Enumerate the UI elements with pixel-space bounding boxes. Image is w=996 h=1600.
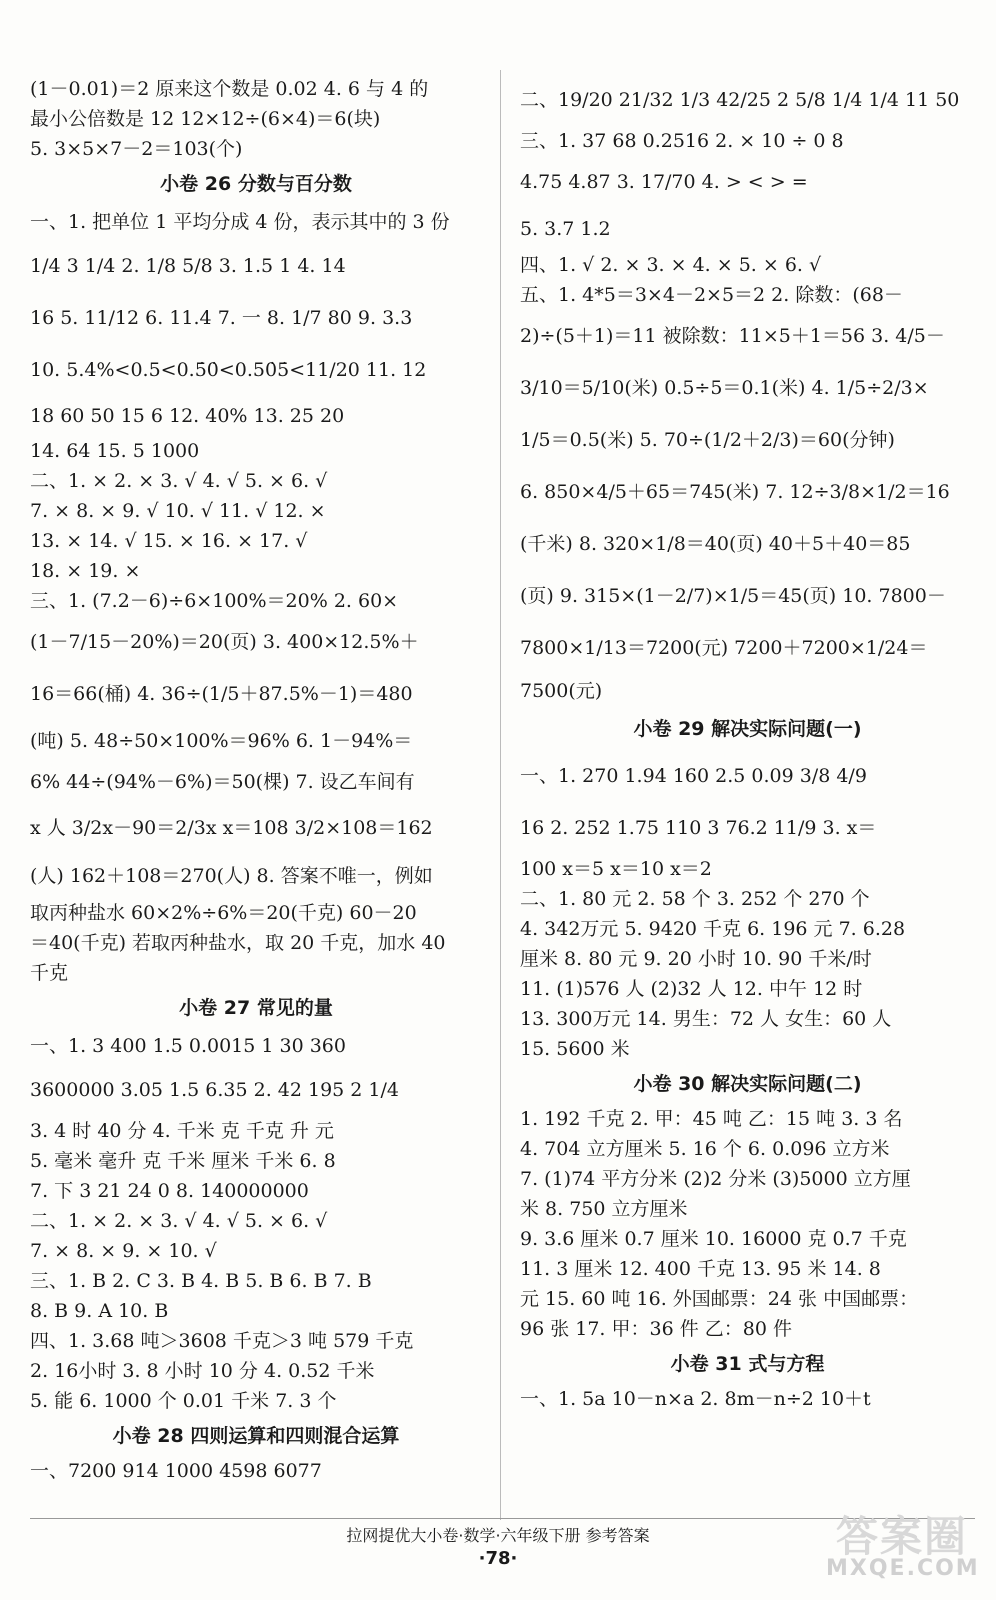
answer-line: 7. × 8. × 9. √ 10. √ 11. √ 12. × <box>30 500 326 522</box>
answer-line: (页) 9. 315×(1－2/7)×1/5＝45(页) 10. 7800－ <box>520 585 946 607</box>
answer-line: 18. × 19. × <box>30 560 141 582</box>
left-column <box>30 74 482 1486</box>
answer-line: (1－7/15－20%)＝20(页) 3. 400×12.5%＋ <box>30 631 419 653</box>
column-divider <box>500 70 501 1520</box>
answer-line: 18 60 50 15 6 12. 40% 13. 25 20 <box>30 405 345 427</box>
answer-line: 4. 342万元 5. 9420 千克 6. 196 元 7. 6.28 <box>520 918 906 940</box>
answer-line: 一、1. 270 1.94 160 2.5 0.09 3/8 4/9 <box>520 765 867 787</box>
answer-line: 3/10＝5/10(米) 0.5÷5＝0.1(米) 4. 1/5÷2/3× <box>520 377 929 399</box>
answer-line: 15. 5600 米 <box>520 1038 630 1060</box>
answer-line: 厘米 8. 80 元 9. 20 小时 10. 90 千米/时 <box>520 948 872 970</box>
answer-line: 5. 3×5×7－2＝103(个) <box>30 138 243 160</box>
answer-line: 一、7200 914 1000 4598 6077 <box>30 1460 322 1482</box>
answer-line: 96 张 17. 甲：36 件 乙：80 件 <box>520 1318 792 1340</box>
answer-line: 4.75 4.87 3. 17/70 4. > < > = <box>520 171 808 193</box>
answer-line: 7. × 8. × 9. × 10. √ <box>30 1240 217 1262</box>
section-heading: 小卷 26 分数与百分数 <box>160 173 352 195</box>
answer-line: 一、1. 5a 10－n×a 2. 8m－n÷2 10＋t <box>520 1388 871 1410</box>
answer-line: 五、1. 4*5＝3×4－2×5＝2 2. 除数：(68－ <box>520 284 903 306</box>
answer-line: 二、1. 80 元 2. 58 个 3. 252 个 270 个 <box>520 888 870 910</box>
answer-line: 1/5＝0.5(米) 5. 70÷(1/2＋2/3)＝60(分钟) <box>520 429 895 451</box>
answer-line: 7. (1)74 平方分米 (2)2 分米 (3)5000 立方厘 <box>520 1168 911 1190</box>
answer-line: 千克 <box>30 962 69 984</box>
section-heading: 小卷 31 式与方程 <box>670 1353 825 1375</box>
answer-line: 三、1. (7.2－6)÷6×100%＝20% 2. 60× <box>30 590 399 612</box>
answer-line: 5. 能 6. 1000 个 0.01 千米 7. 3 个 <box>30 1390 337 1412</box>
answer-line: 7800×1/13＝7200(元) 7200＋7200×1/24＝ <box>520 637 928 659</box>
answer-line: 三、1. B 2. C 3. B 4. B 5. B 6. B 7. B <box>30 1270 372 1292</box>
answer-line: 最小公倍数是 12 12×12÷(6×4)＝6(块) <box>30 108 381 130</box>
answer-line: 11. (1)576 人 (2)32 人 12. 中午 12 时 <box>520 978 863 1000</box>
answer-line: 7500(元) <box>520 680 603 702</box>
answer-line: 8. B 9. A 10. B <box>30 1300 169 1322</box>
answer-line: 16 5. 11/12 6. 11.4 7. 一 8. 1/7 80 9. 3.3 <box>30 307 413 329</box>
answer-line: 米 8. 750 立方厘米 <box>520 1198 688 1220</box>
watermark-bottom-text: MXQE.COM <box>826 1556 980 1581</box>
answer-line: 16＝66(桶) 4. 36÷(1/5＋87.5%－1)＝480 <box>30 683 413 705</box>
answer-line: ＝40(千克) 若取丙种盐水，取 20 千克，加水 40 <box>30 932 446 954</box>
answer-line: x 人 3/2x－90＝2/3x x＝108 3/2×108＝162 <box>30 817 433 839</box>
section-heading: 小卷 28 四则运算和四则混合运算 <box>112 1425 400 1447</box>
answer-line: 二、1. × 2. × 3. √ 4. √ 5. × 6. √ <box>30 470 328 492</box>
answer-line: 四、1. 3.68 吨＞3608 千克＞3 吨 579 千克 <box>30 1330 414 1352</box>
answer-line: 元 15. 60 吨 16. 外国邮票：24 张 中国邮票： <box>520 1288 919 1310</box>
footer-title: 拉网提优大小卷·数学·六年级下册 参考答案 <box>346 1526 650 1545</box>
section-heading: 小卷 29 解决实际问题(一) <box>633 718 862 740</box>
answer-line: (1－0.01)＝2 原来这个数是 0.02 4. 6 与 4 的 <box>30 78 429 100</box>
answer-line: 16 2. 252 1.75 110 3 76.2 11/9 3. x＝ <box>520 817 877 839</box>
answer-line: 二、19/20 21/32 1/3 42/25 2 5/8 1/4 1/4 11 50 <box>520 89 960 111</box>
answer-line: 6. 850×4/5＋65＝745(米) 7. 12÷3/8×1/2＝16 <box>520 481 950 503</box>
answer-line: 3600000 3.05 1.5 6.35 2. 42 195 2 1/4 <box>30 1079 399 1101</box>
answer-line: 二、1. × 2. × 3. √ 4. √ 5. × 6. √ <box>30 1210 328 1232</box>
answer-line: 6% 44÷(94%－6%)＝50(棵) 7. 设乙车间有 <box>30 771 415 793</box>
answer-line: 9. 3.6 厘米 0.7 厘米 10. 16000 克 0.7 千克 <box>520 1228 907 1250</box>
answer-line: 三、1. 37 68 0.2516 2. × 10 ÷ 0 8 <box>520 130 844 152</box>
answer-line: 11. 3 厘米 12. 400 千克 13. 95 米 14. 8 <box>520 1258 881 1280</box>
answer-line: (千米) 8. 320×1/8＝40(页) 40＋5＋40＝85 <box>520 533 911 555</box>
answer-line: 100 x＝5 x＝10 x＝2 <box>520 858 712 880</box>
answer-line: 取丙种盐水 60×2%÷6%＝20(千克) 60－20 <box>30 902 417 924</box>
answer-line: 4. 704 立方厘米 5. 16 个 6. 0.096 立方米 <box>520 1138 890 1160</box>
section-heading: 小卷 30 解决实际问题(二) <box>633 1073 862 1095</box>
answer-line: 1. 192 千克 2. 甲：45 吨 乙：15 吨 3. 3 名 <box>520 1108 903 1130</box>
answer-line: 一、1. 把单位 1 平均分成 4 份，表示其中的 3 份 <box>30 211 450 233</box>
answer-line: 7. 下 3 21 24 0 8. 140000000 <box>30 1180 309 1202</box>
answer-line: 2)÷(5＋1)＝11 被除数：11×5＋1＝56 3. 4/5－ <box>520 325 945 347</box>
answer-line: 5. 3.7 1.2 <box>520 218 611 240</box>
answer-line: 3. 4 时 40 分 4. 千米 克 千克 升 元 <box>30 1120 334 1142</box>
answer-line: 2. 16小时 3. 8 小时 10 分 4. 0.52 千米 <box>30 1360 375 1382</box>
answer-line: 10. 5.4%<0.5<0.5̇0̇<0.50̇5̇<11/20 11. 12 <box>30 359 427 381</box>
answer-line: 5. 毫米 毫升 克 千米 厘米 千米 6. 8 <box>30 1150 336 1172</box>
answer-line: 13. 300万元 14. 男生：72 人 女生：60 人 <box>520 1008 892 1030</box>
answer-line: 一、1. 3 400 1.5 0.0015 1 30 360 <box>30 1035 346 1057</box>
page-number: ·78· <box>478 1548 518 1569</box>
answer-line: (吨) 5. 48÷50×100%＝96% 6. 1－94%＝ <box>30 730 413 752</box>
answer-line: 1/4 3 1/4 2. 1/8 5/8 3. 1.5 1 4. 14 <box>30 255 346 277</box>
watermark-top-text: 答案圈 <box>835 1512 968 1561</box>
section-heading: 小卷 27 常见的量 <box>179 997 333 1019</box>
answer-line: 13. × 14. √ 15. × 16. × 17. √ <box>30 530 308 552</box>
answer-line: (人) 162＋108＝270(人) 8. 答案不唯一，例如 <box>30 865 433 887</box>
right-column <box>520 74 975 1414</box>
watermark-logo <box>826 1504 978 1586</box>
answer-line: 四、1. √ 2. × 3. × 4. × 5. × 6. √ <box>520 254 822 276</box>
answer-line: 14. 64 15. 5 1000 <box>30 440 200 462</box>
